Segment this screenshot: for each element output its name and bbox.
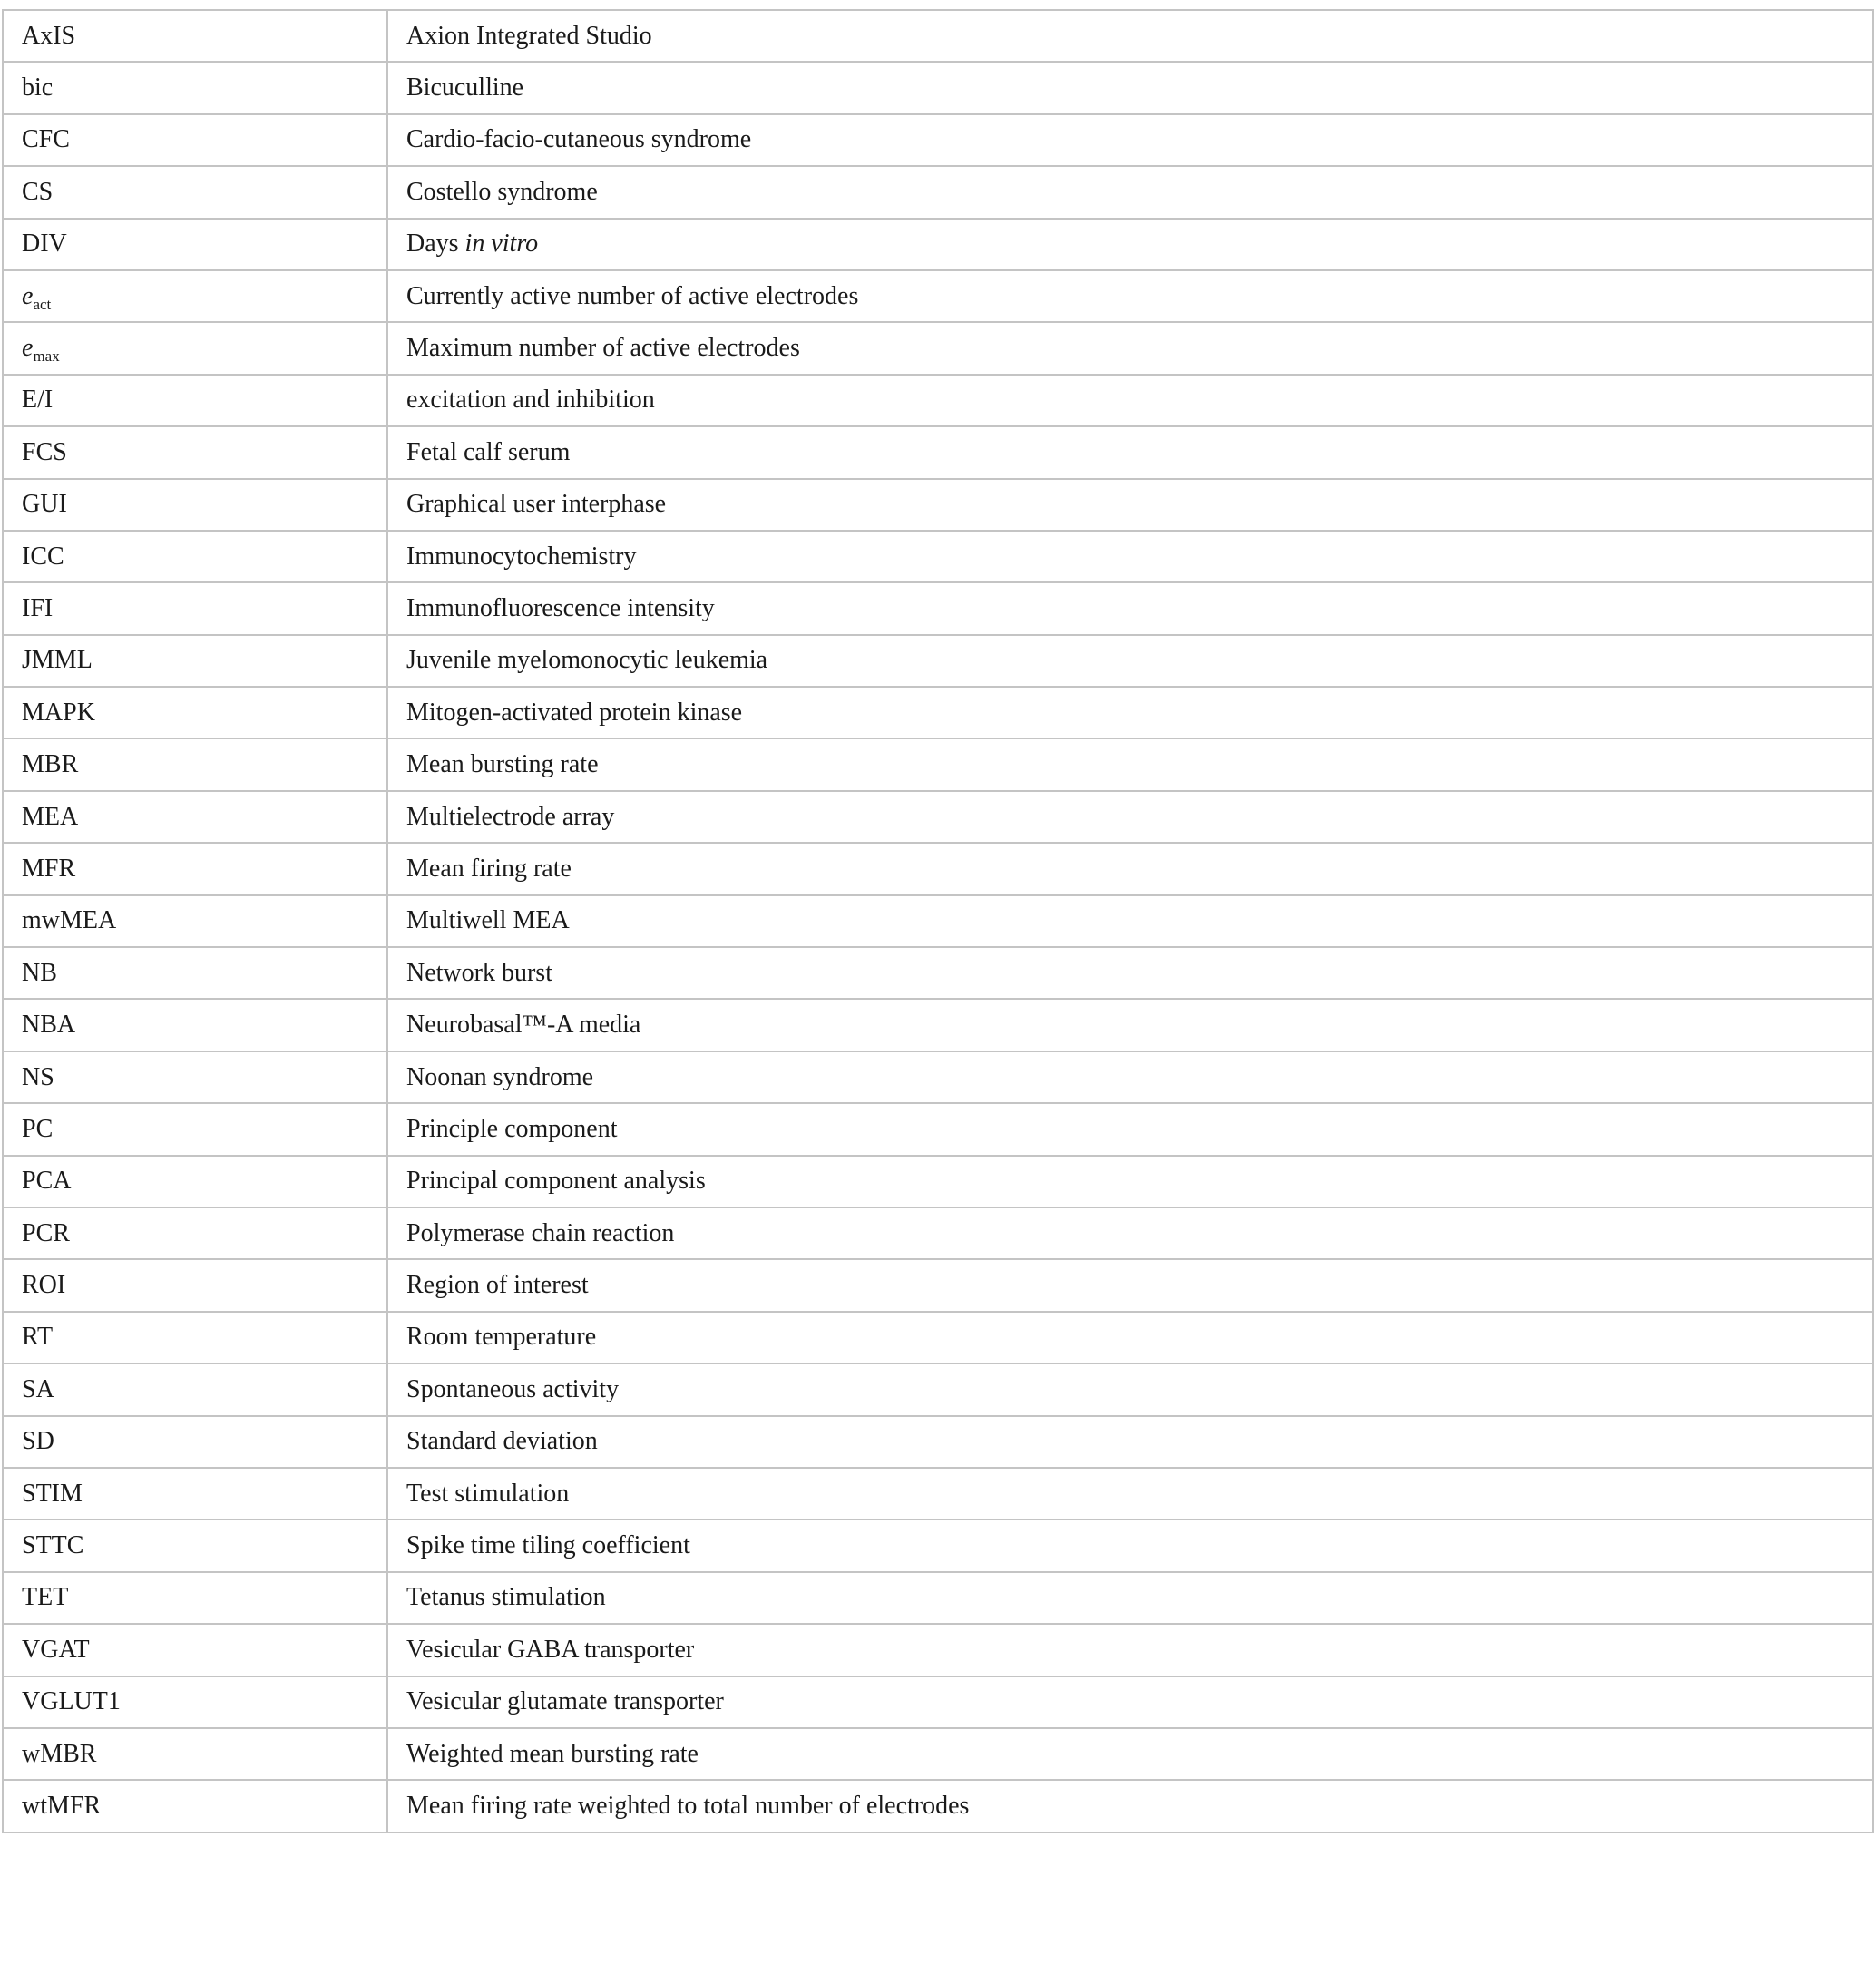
definition-cell <box>387 687 1873 738</box>
definition-text: Room temperature <box>406 1323 597 1352</box>
abbreviation-cell <box>3 1572 387 1624</box>
definition-text: Costello syndrome <box>406 177 598 206</box>
table-row <box>3 270 1873 322</box>
abbreviation-cell <box>3 1728 387 1780</box>
table-row <box>3 426 1873 478</box>
abbreviation-cell <box>3 1416 387 1468</box>
definition-cell <box>387 479 1873 531</box>
definition-text: Immunofluorescence intensity <box>406 593 715 622</box>
definition-cell <box>387 426 1873 478</box>
definition-text: Juvenile myelomonocytic leukemia <box>406 646 768 675</box>
abbreviation-cell <box>3 166 387 218</box>
definition-text: Neurobasal™-A media <box>406 1011 641 1040</box>
definition-cell <box>387 62 1873 113</box>
table-row <box>3 999 1873 1051</box>
definition-cell <box>387 1363 1873 1415</box>
table-row <box>3 582 1873 634</box>
abbreviation-cell <box>3 1468 387 1520</box>
definition-text: Polymerase chain reaction <box>406 1218 675 1247</box>
abbreviation-text: ICC <box>22 542 64 571</box>
table-row <box>3 1624 1873 1676</box>
definition-cell <box>387 1520 1873 1571</box>
abbreviation-text: TET <box>22 1583 69 1612</box>
definition-cell <box>387 166 1873 218</box>
definition-cell <box>387 1572 1873 1624</box>
definition-text: Maximum number of active electrodes <box>406 334 800 363</box>
abbreviation-cell <box>3 1103 387 1155</box>
abbreviation-cell <box>3 375 387 426</box>
definition-text: Tetanus stimulation <box>406 1583 606 1612</box>
abbreviation-cell <box>3 1051 387 1103</box>
definition-cell <box>387 10 1873 62</box>
abbreviation-cell <box>3 1363 387 1415</box>
table-row <box>3 62 1873 113</box>
table-row <box>3 1156 1873 1207</box>
abbreviation-text: NBA <box>22 1011 76 1040</box>
abbreviation-text: MFR <box>22 854 76 883</box>
abbreviation-cell <box>3 582 387 634</box>
abbreviation-cell <box>3 1780 387 1832</box>
definition-cell <box>387 1728 1873 1780</box>
abbreviation-cell <box>3 738 387 790</box>
definition-text: Mean firing rate <box>406 854 572 883</box>
table-row <box>3 1103 1873 1155</box>
definition-cell <box>387 1676 1873 1728</box>
abbreviation-text: IFI <box>22 593 54 622</box>
definition-cell <box>387 531 1873 582</box>
table-row <box>3 1520 1873 1571</box>
abbreviation-subscript: max <box>33 347 60 366</box>
abbreviation-text: PC <box>22 1114 54 1143</box>
table-row <box>3 1051 1873 1103</box>
abbreviation-text: RT <box>22 1323 54 1352</box>
abbreviation-text: AxIS <box>22 21 76 50</box>
table-row <box>3 322 1873 374</box>
definition-cell <box>387 582 1873 634</box>
definition-text: Days <box>406 230 465 259</box>
definition-cell <box>387 999 1873 1051</box>
abbreviation-cell <box>3 1259 387 1311</box>
definition-text: Mitogen-activated protein kinase <box>406 698 743 727</box>
abbreviation-cell <box>3 62 387 113</box>
definition-cell <box>387 895 1873 947</box>
abbreviation-text: JMML <box>22 646 93 675</box>
abbreviation-cell <box>3 322 387 374</box>
table-row <box>3 895 1873 947</box>
abbreviation-cell <box>3 219 387 270</box>
definition-text: Region of interest <box>406 1271 589 1300</box>
definition-italic-text: in vitro <box>464 230 539 259</box>
abbreviation-text: ROI <box>22 1271 66 1300</box>
table-row <box>3 1780 1873 1832</box>
definition-text: Spike time tiling coefficient <box>406 1531 690 1560</box>
definition-text: Vesicular glutamate transporter <box>406 1687 724 1716</box>
abbreviation-cell <box>3 947 387 999</box>
table-row <box>3 687 1873 738</box>
table-row <box>3 947 1873 999</box>
table-row <box>3 479 1873 531</box>
table-row <box>3 1676 1873 1728</box>
abbreviation-cell <box>3 531 387 582</box>
definition-cell <box>387 635 1873 687</box>
table-row <box>3 1416 1873 1468</box>
abbreviation-cell <box>3 999 387 1051</box>
abbreviation-text: STIM <box>22 1479 83 1508</box>
definition-text: Graphical user interphase <box>406 490 667 519</box>
abbreviation-text: mwMEA <box>22 906 117 935</box>
abbreviation-cell <box>3 791 387 843</box>
table-row <box>3 738 1873 790</box>
definition-text: Mean firing rate weighted to total number of electrodes <box>406 1791 970 1820</box>
table-row <box>3 635 1873 687</box>
definition-cell <box>387 1468 1873 1520</box>
definition-text: Bicuculline <box>406 73 524 103</box>
abbreviation-text: SD <box>22 1427 54 1456</box>
definition-text: Axion Integrated Studio <box>406 21 652 50</box>
abbreviation-cell <box>3 10 387 62</box>
definition-text: Mean bursting rate <box>406 750 599 779</box>
definition-text: Network burst <box>406 958 552 987</box>
abbreviation-text: VGLUT1 <box>22 1687 121 1716</box>
abbreviation-subscript: act <box>33 295 52 313</box>
table-row <box>3 843 1873 894</box>
abbreviation-text: wtMFR <box>22 1791 102 1820</box>
definition-cell <box>387 947 1873 999</box>
definition-text: Spontaneous activity <box>406 1374 620 1403</box>
definition-text: Principal component analysis <box>406 1167 706 1196</box>
abbreviation-text: CS <box>22 177 54 206</box>
abbreviation-cell <box>3 426 387 478</box>
definition-text: Fetal calf serum <box>406 437 571 466</box>
abbreviation-text: DIV <box>22 230 67 259</box>
abbreviation-cell <box>3 1312 387 1363</box>
abbreviation-text: e <box>22 281 34 310</box>
table-row <box>3 1468 1873 1520</box>
abbreviation-cell <box>3 687 387 738</box>
definition-cell <box>387 1624 1873 1676</box>
definition-cell <box>387 843 1873 894</box>
definition-text: Vesicular GABA transporter <box>406 1635 695 1664</box>
abbreviation-cell <box>3 635 387 687</box>
abbreviations-table-body <box>3 10 1873 1832</box>
definition-cell <box>387 1416 1873 1468</box>
table-row <box>3 1572 1873 1624</box>
definition-cell <box>387 1156 1873 1207</box>
abbreviation-text: NS <box>22 1062 54 1091</box>
definition-cell <box>387 1259 1873 1311</box>
abbreviation-cell <box>3 114 387 166</box>
table-row <box>3 375 1873 426</box>
definition-text: Multielectrode array <box>406 802 615 831</box>
abbreviation-text: PCR <box>22 1218 70 1247</box>
abbreviation-cell <box>3 1520 387 1571</box>
definition-cell <box>387 1051 1873 1103</box>
abbreviation-cell <box>3 1156 387 1207</box>
table-row <box>3 1728 1873 1780</box>
definition-cell <box>387 1207 1873 1259</box>
abbreviation-text: FCS <box>22 437 67 466</box>
abbreviation-text: wMBR <box>22 1739 97 1768</box>
abbreviation-cell <box>3 1207 387 1259</box>
abbreviation-cell <box>3 843 387 894</box>
definition-text: Cardio-facio-cutaneous syndrome <box>406 125 752 154</box>
table-row <box>3 219 1873 270</box>
table-row <box>3 10 1873 62</box>
table-row <box>3 166 1873 218</box>
abbreviation-cell <box>3 1624 387 1676</box>
definition-text: Weighted mean bursting rate <box>406 1739 699 1768</box>
definition-text: Principle component <box>406 1114 618 1143</box>
table-row <box>3 1312 1873 1363</box>
definition-cell <box>387 738 1873 790</box>
definition-text: Immunocytochemistry <box>406 542 637 571</box>
abbreviation-cell <box>3 479 387 531</box>
definition-cell <box>387 1780 1873 1832</box>
abbreviation-text: STTC <box>22 1531 84 1560</box>
abbreviation-text: NB <box>22 958 57 987</box>
definition-text: excitation and inhibition <box>406 386 655 415</box>
table-row <box>3 531 1873 582</box>
table-row <box>3 1363 1873 1415</box>
definition-cell <box>387 114 1873 166</box>
abbreviation-text: SA <box>22 1374 54 1403</box>
abbreviation-text: E/I <box>22 386 54 415</box>
abbreviation-text: bic <box>22 73 54 103</box>
abbreviation-text: VGAT <box>22 1635 90 1664</box>
definition-cell <box>387 1103 1873 1155</box>
abbreviation-text: GUI <box>22 490 67 519</box>
table-row <box>3 1259 1873 1311</box>
abbreviation-text: MAPK <box>22 698 95 727</box>
definition-text: Multiwell MEA <box>406 906 570 935</box>
definition-text: Standard deviation <box>406 1427 598 1456</box>
definition-cell <box>387 375 1873 426</box>
definition-text: Currently active number of active electrodes <box>406 281 859 310</box>
abbreviation-text: MBR <box>22 750 79 779</box>
table-row <box>3 114 1873 166</box>
abbreviation-cell <box>3 895 387 947</box>
abbreviation-cell <box>3 270 387 322</box>
definition-text: Test stimulation <box>406 1479 570 1508</box>
abbreviation-cell <box>3 1676 387 1728</box>
abbreviations-table <box>2 9 1874 1833</box>
abbreviation-text: e <box>22 334 34 363</box>
definition-text: Noonan syndrome <box>406 1062 594 1091</box>
abbreviation-text: CFC <box>22 125 70 154</box>
table-row <box>3 1207 1873 1259</box>
definition-cell <box>387 1312 1873 1363</box>
definition-cell <box>387 219 1873 270</box>
table-row <box>3 791 1873 843</box>
definition-cell <box>387 791 1873 843</box>
definition-cell <box>387 322 1873 374</box>
abbreviation-text: PCA <box>22 1167 72 1196</box>
definition-cell <box>387 270 1873 322</box>
abbreviation-text: MEA <box>22 802 79 831</box>
